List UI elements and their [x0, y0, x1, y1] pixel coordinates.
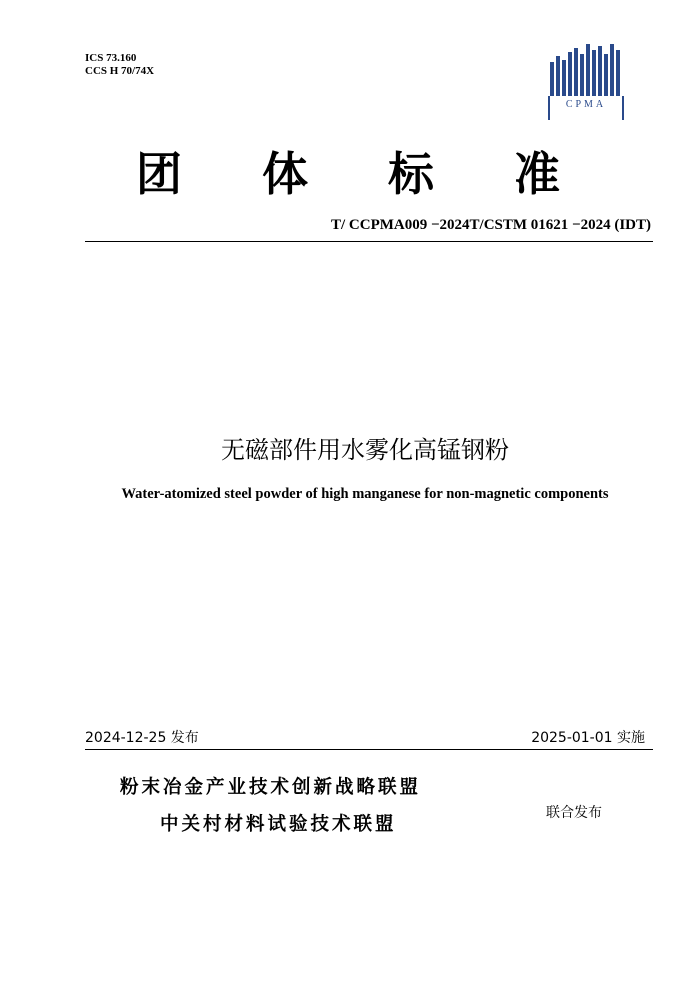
bottom-divider — [85, 749, 653, 750]
logo-text: CPMA — [565, 99, 607, 110]
ccs-code: CCS H 70/74X — [85, 65, 155, 77]
joint-issue-label: 联合发布 — [546, 805, 602, 821]
document-type-title: 团 体 标 准 — [135, 147, 593, 201]
top-divider — [85, 241, 653, 242]
publish-date: 2024-12-25 发布 — [85, 730, 199, 746]
effective-date: 2025-01-01 实施 — [531, 730, 645, 746]
standard-number: T/ CCPMA009 −2024T/CSTM 01621 −2024 (IDT) — [330, 217, 651, 233]
english-title: Water-atomized steel powder of high manganese for non-magnetic components — [121, 486, 609, 502]
chinese-title: 无磁部件用水雾化高锰钢粉 — [221, 436, 509, 464]
issuer-2: 中关村材料试验技术联盟 — [160, 814, 397, 835]
issuer-1: 粉末冶金产业技术创新战略联盟 — [120, 777, 422, 798]
ics-code: ICS 73.160 — [85, 52, 137, 64]
classification-codes — [85, 52, 154, 78]
